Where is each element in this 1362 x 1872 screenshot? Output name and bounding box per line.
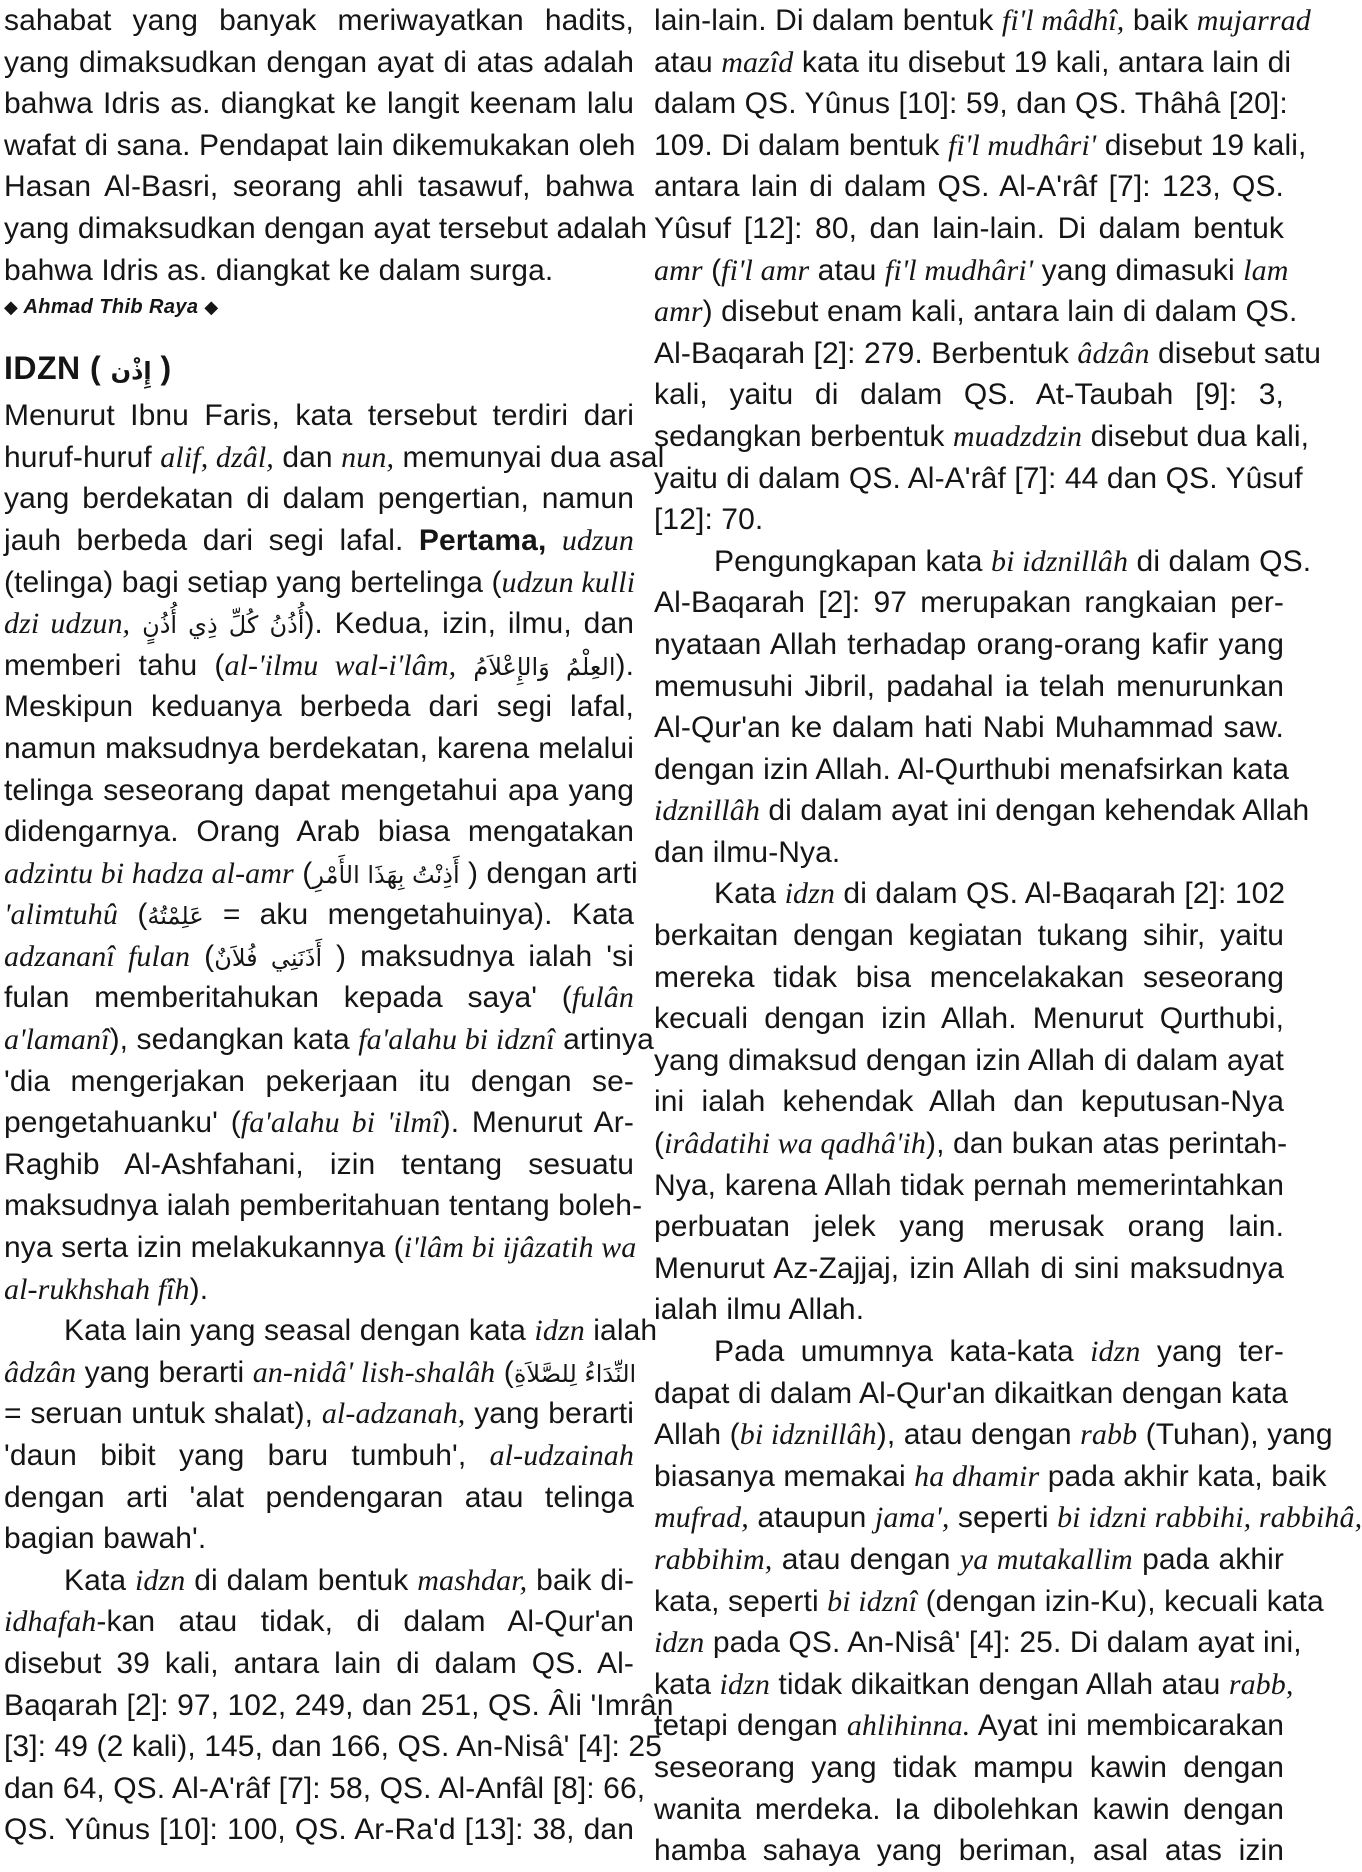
text-line: Pada umumnya kata-kata idzn yang ter- [714, 1335, 1285, 1368]
right-column [654, 0, 1362, 1868]
text-line: QS. Yûnus [10]: 100, QS. Ar-Ra'd [13]: 38, dan [4, 1813, 634, 1847]
entry-term: IDZN [4, 350, 81, 387]
text-line: yang dimaksudkan dengan ayat di atas adalah [4, 45, 634, 79]
diamond-icon: ◆ [204, 297, 219, 318]
text-line: yang dimaksudkan dengan ayat tersebut adalah [4, 211, 648, 245]
text-line: kali, yaitu di dalam QS. At-Taubah [9]: 3, [654, 378, 1284, 412]
text-line: antara lain di dalam QS. Al-A'râf [7]: 123, QS. [654, 170, 1284, 204]
text-line: mufrad, ataupun jama', seperti bi idzni rabbihi, rabbihâ, [654, 1501, 1362, 1535]
text-line: dan ilmu-Nya. [654, 835, 841, 869]
text-line: Al-Baqarah [2]: 279. Berbentuk âdzân disebut satu [654, 336, 1321, 370]
text-line: Raghib Al-Ashfahani, izin tentang sesuatu [4, 1147, 634, 1181]
entry-arabic-term: إِذْن [110, 357, 152, 386]
text-line: amr) disebut enam kali, antara lain di dalam QS. [654, 295, 1298, 329]
text-line: kata idzn tidak dikaitkan dengan Allah atau rabb, [654, 1667, 1294, 1701]
text-line: kata, seperti bi idznî (dengan izin-Ku), kecuali kata [654, 1584, 1324, 1618]
text-line: dengan arti 'alat pendengaran atau telinga [4, 1480, 634, 1514]
text-line: Pengungkapan kata bi idznillâh di dalam QS. [714, 544, 1312, 578]
text-line: ini ialah kehendak Allah dan keputusan-Nya [654, 1085, 1284, 1119]
text-line: Baqarah [2]: 97, 102, 249, dan 251, QS. Âli 'Imrân [4, 1688, 674, 1722]
text-line: dapat di dalam Al-Qur'an dikaitkan dengan kata [654, 1376, 1289, 1410]
text-line: perbuatan jelek yang merusak orang lain. [654, 1210, 1284, 1244]
text-line: idzn pada QS. An-Nisâ' [4]: 25. Di dalam ayat ini, [654, 1626, 1302, 1660]
text-line: yang berdekatan di dalam pengertian, namun [4, 482, 634, 516]
text-line: Hasan Al-Basri, seorang ahli tasawuf, bahwa [4, 170, 634, 204]
text-line: Yûsuf [12]: 80, dan lain-lain. Di dalam bentuk [654, 211, 1284, 245]
text-line: a'lamanî), sedangkan kata fa'alahu bi idznî artinya [4, 1023, 654, 1057]
text-line: Al-Baqarah [2]: 97 merupakan rangkaian per- [654, 586, 1284, 620]
text-line: jauh berbeda dari segi lafal. Pertama, udzun [4, 523, 634, 557]
text-line: dzi udzun, أُذُنُ كُلِّ ذِي أُذُنٍ). Kedua, izin, ilmu, dan [4, 607, 635, 641]
text-line: memusuhi Jibril, padahal ia telah menurunkan [654, 669, 1284, 703]
text-line: kecuali dengan izin Allah. Menurut Qurthubi, [654, 1002, 1284, 1036]
text-line: bahwa Idris as. diangkat ke langit keenam lalu [4, 87, 634, 121]
text-line: amr (fi'l amr atau fi'l mudhâri' yang dimasuki lam [654, 253, 1289, 287]
text-line: Kata lain yang seasal dengan kata idzn ialah [64, 1314, 658, 1348]
text-line: 'daun bibit yang baru tumbuh', al-udzainah [4, 1439, 634, 1472]
text-line: fulan memberitahukan kepada saya' (fulân [4, 981, 634, 1015]
text-line: huruf-huruf alif, dzâl, dan nun, memunyai dua asal [4, 440, 665, 474]
close-parenthesis: ) [160, 350, 172, 387]
text-line: dan 64, QS. Al-A'râf [7]: 58, QS. Al-Anfâl [8]: 66, [4, 1771, 646, 1805]
author-signature [4, 291, 634, 327]
text-line: al-rukhshah fîh). [4, 1272, 209, 1306]
text-line: telinga seseorang dapat mengetahui apa yang [4, 773, 634, 807]
text-line: idznillâh di dalam ayat ini dengan kehendak Allah [654, 794, 1310, 828]
text-line: Menurut Ibnu Faris, kata tersebut terdiri dari [4, 399, 634, 433]
text-line: berkaitan dengan kegiatan tukang sihir, yaitu [654, 919, 1284, 953]
text-line: didengarnya. Orang Arab biasa mengatakan [4, 815, 634, 849]
text-line: = seruan untuk shalat), al-adzanah, yang berarti [4, 1397, 635, 1431]
text-line: [12]: 70. [654, 503, 764, 537]
text-line: dengan izin Allah. Al-Qurthubi menafsirkan kata [654, 752, 1290, 786]
text-line: dalam QS. Yûnus [10]: 59, dan QS. Thâhâ [20]: [654, 87, 1288, 121]
text-line: Kata idzn di dalam bentuk mashdar, baik di- [64, 1563, 635, 1597]
text-line: (irâdatihi wa qadhâ'ih), dan bukan atas perintah- [654, 1127, 1288, 1161]
text-line: maksudnya ialah pemberitahuan tentang boleh- [4, 1189, 643, 1223]
text-line: sedangkan berbentuk muadzdzin disebut dua kali, [654, 419, 1310, 453]
text-line: Menurut Az-Zajjaj, izin Allah di sini maksudnya [654, 1251, 1284, 1285]
text-line: idhafah-kan atau tidak, di dalam Al-Qur'an [4, 1605, 634, 1639]
text-line: wanita merdeka. Ia dibolehkan kawin dengan [654, 1792, 1284, 1826]
text-line: adzintu bi hadza al-amr (أَذِنْتُ بِهَذَا الأَمْرِ ) dengan arti [4, 856, 638, 890]
text-line: 'dia mengerjakan pekerjaan itu dengan se- [4, 1064, 634, 1098]
text-line: (telinga) bagi setiap yang bertelinga (udzun kulli [4, 565, 636, 599]
text-line: sahabat yang banyak meriwayatkan hadits, [4, 4, 634, 37]
text-line: lain-lain. Di dalam bentuk fi'l mâdhî, baik mujarrad [654, 4, 1311, 37]
text-line: nya serta izin melakukannya (i'lâm bi ijâzatih wa [4, 1231, 637, 1265]
open-parenthesis: ( [90, 350, 102, 387]
text-line: atau mazîd kata itu disebut 19 kali, antara lain di [654, 45, 1292, 79]
text-line: 109. Di dalam bentuk fi'l mudhâri' disebut 19 kali, [654, 128, 1307, 162]
text-line: Meskipun keduanya berbeda dari segi lafal, [4, 690, 634, 724]
text-line: Kata idzn di dalam QS. Al-Baqarah [2]: 102 [714, 877, 1286, 911]
text-line: Allah (bi idznillâh), atau dengan rabb (Tuhan), yang [654, 1418, 1333, 1452]
text-line: adzananî fulan (أَذَنَنِي فُلاَنٌ ) maksudnya ialah 'si [4, 939, 634, 973]
author-name: Ahmad Thib Raya [23, 296, 199, 319]
text-line: Al-Qur'an ke dalam hati Nabi Muhammad saw. [654, 711, 1284, 745]
text-line: yaitu di dalam QS. Al-A'râf [7]: 44 dan QS. Yûsuf [654, 461, 1303, 495]
text-line: disebut 39 kali, antara lain di dalam QS. Al- [4, 1646, 634, 1680]
entry-heading [4, 347, 634, 395]
text-line: mereka tidak bisa mencelakakan seseorang [654, 960, 1284, 994]
text-line: bahwa Idris as. diangkat ke dalam surga. [4, 253, 554, 287]
text-line: wafat di sana. Pendapat lain dikemukakan oleh [4, 128, 636, 162]
text-line: nyataan Allah terhadap orang-orang kafir yang [654, 627, 1284, 661]
section-gap [4, 327, 634, 347]
text-line: namun maksudnya berdekatan, karena melalui [4, 731, 634, 765]
text-line: memberi tahu (al-'ilmu wal-i'lâm, العِلْمُ وَالإِعْلاَمُ). [4, 648, 635, 682]
text-line: 'alimtuhû (عَلِمْتُهُ = aku mengetahuinya). Kata [4, 898, 635, 932]
text-line: ialah ilmu Allah. [654, 1293, 865, 1327]
text-line: seseorang yang tidak mampu kawin dengan [654, 1750, 1284, 1784]
text-line: [3]: 49 (2 kali), 145, dan 166, QS. An-Nisâ' [4]: 25 [4, 1730, 662, 1764]
text-line: bagian bawah'. [4, 1522, 207, 1556]
diamond-icon: ◆ [4, 297, 19, 318]
left-column [4, 0, 674, 1847]
text-line: âdzân yang berarti an-nidâ' lish-shalâh (النِّدَاءُ لِلصَّلاَةِ [4, 1355, 637, 1389]
text-line: tetapi dengan ahlihinna. Ayat ini membicarakan [654, 1709, 1285, 1743]
text-line: yang dimaksud dengan izin Allah di dalam ayat [654, 1043, 1284, 1077]
text-line: rabbihim, atau dengan ya mutakallim pada akhir [654, 1542, 1285, 1576]
text-line: hamba sahaya yang beriman, asal atas izin [654, 1834, 1284, 1868]
text-line: biasanya memakai ha dhamir pada akhir kata, baik [654, 1459, 1327, 1493]
text-line: pengetahuanku' (fa'alahu bi 'ilmî). Menurut Ar- [4, 1106, 634, 1140]
text-line: Nya, karena Allah tidak pernah memerintahkan [654, 1168, 1284, 1202]
